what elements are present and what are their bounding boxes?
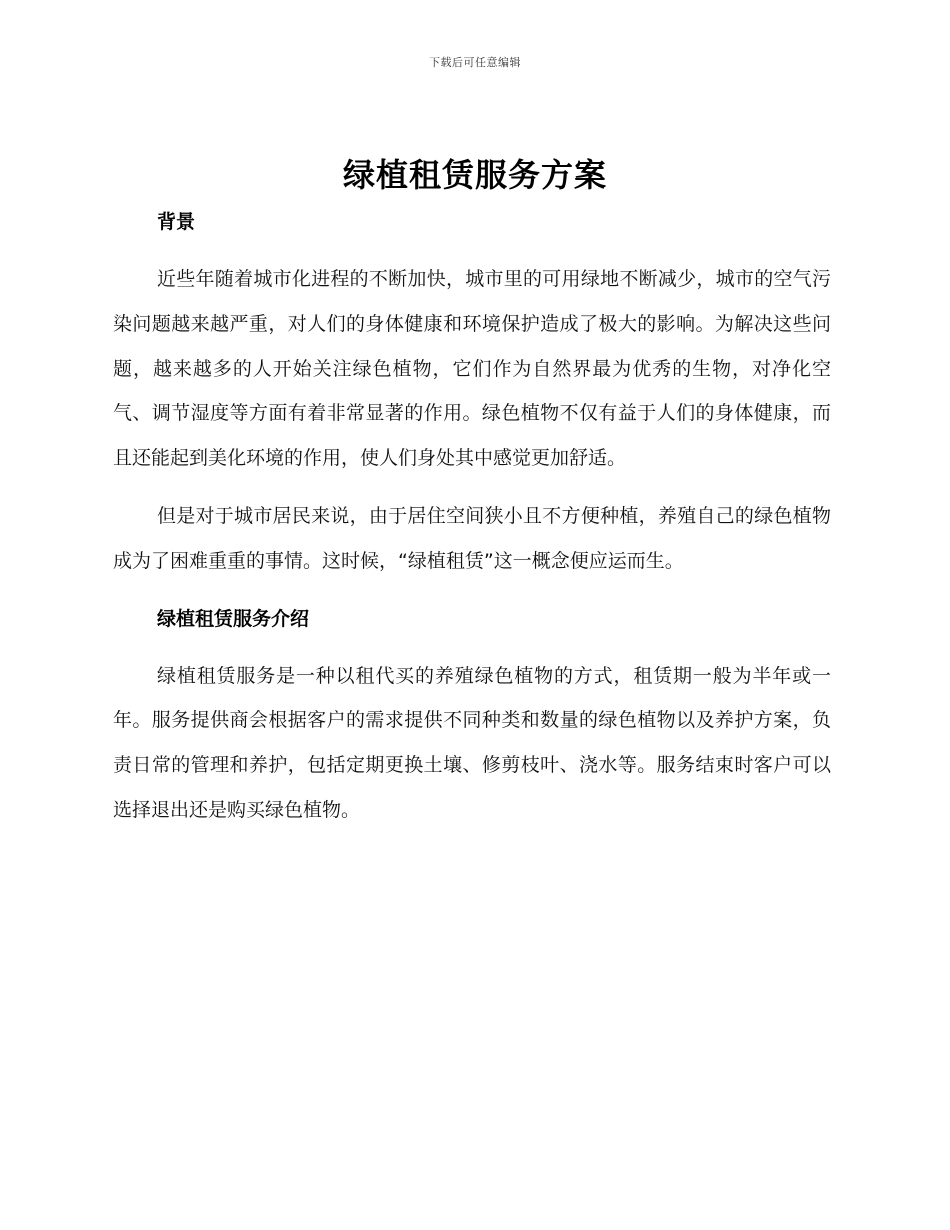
- service-intro-paragraph-1: 绿植租赁服务是一种以租代买的养殖绿色植物的方式，租赁期一般为半年或一年。服务提供商会根据客户的需求提供不同种类和数量的绿色植物以及养护方案，负责日常的管理和养护，包括定期更换土壤、修剪枝叶、浇水等。服务结束时客户可以选择退出还是购买绿色植物。: [113, 664, 831, 821]
- document-title: 绿植租赁服务方案: [342, 156, 607, 194]
- document-body: [113, 200, 831, 833]
- section-heading-service-intro: 绿植租赁服务介绍: [157, 607, 310, 630]
- background-paragraph-2: 但是对于城市居民来说，由于居住空间狭小且不方便种植，养殖自己的绿色植物成为了困难重重的事情。这时候，“绿植租赁”这一概念便应运而生。: [113, 504, 831, 572]
- section-heading-background: 背景: [157, 211, 196, 233]
- page-header-note: 下载后可任意编辑: [429, 56, 521, 69]
- background-paragraph-1: 近些年随着城市化进程的不断加快，城市里的可用绿地不断减少，城市的空气污染问题越来越严重，对人们的身体健康和环境保护造成了极大的影响。为解决这些问题，越来越多的人开始关注绿色植物，它们作为自然界最为优秀的生物，对净化空气、调节湿度等方面有着非常显著的作用。绿色植物不仅有益于人们的身体健康，而且还能起到美化环境的作用，使人们身处其中感觉更加舒适。: [113, 268, 831, 470]
